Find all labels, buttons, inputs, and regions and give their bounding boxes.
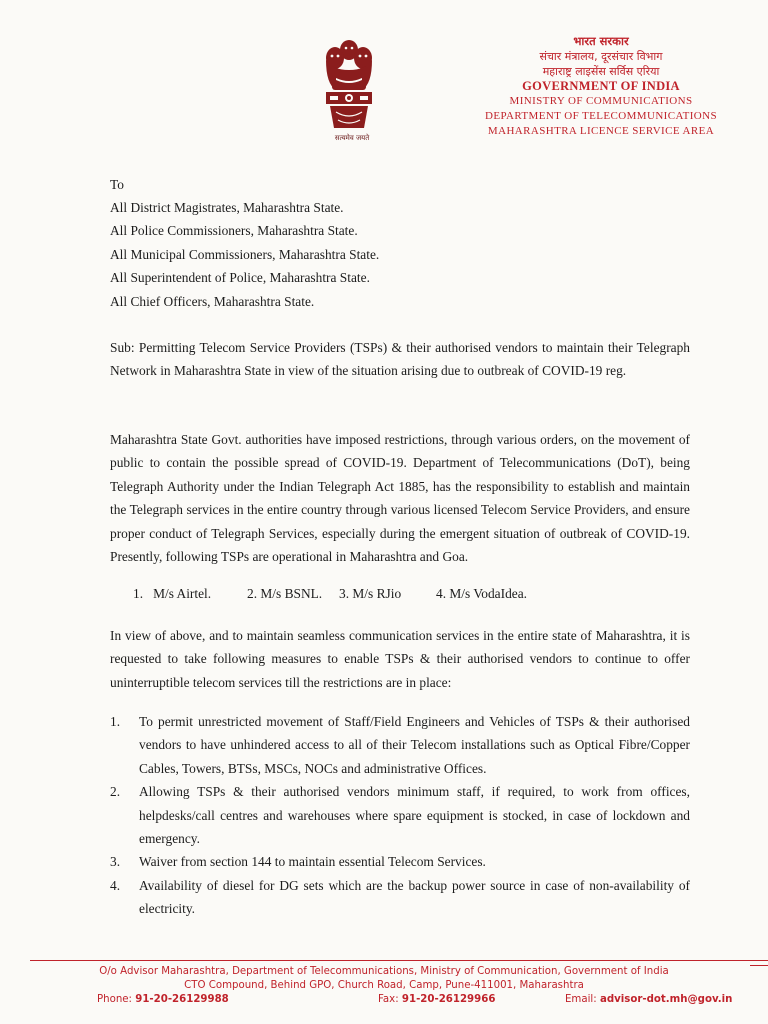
addressee-list bbox=[110, 196, 379, 313]
tsp-list bbox=[133, 582, 527, 605]
list-item-text: Availability of diesel for DG sets which are the backup power source in case of non-availability of electricity. bbox=[139, 877, 690, 917]
body-paragraph-1: Maharashtra State Govt. authorities have imposed restrictions, through various orders, on the movement of public to contain the possible spread of COVID-19. Department of Telecommunications (DoT), being Telegraph Authority under the Indian Telegraph Act 1885, has the responsibility to establish and maintain the Telegraph services in the entire country through various licensed Telecom Service Providers, and ensure proper conduct of Telegraph Services, especially during the emergent situation of outbreak of COVID-19. Presently, following TSPs are operational in Maharashtra and Goa. bbox=[110, 432, 690, 565]
tsp-item: 4. M/s VodaIdea. bbox=[436, 586, 527, 601]
body-paragraph-2: In view of above, and to maintain seamless communication services in the entire state of Maharashtra, it is requested to take following measures to enable TSPs & their authorised vendors to continue to offer uninterruptible telecom services till the restrictions are in place: bbox=[110, 628, 690, 690]
fax-number: 91-20-26129966 bbox=[401, 994, 496, 1005]
list-item-text: Allowing TSPs & their authorised vendors minimum staff, if required, to work from offices, helpdesks/call centres and warehouses where spare equipment is stocked, in case of lockdown and emergency. bbox=[139, 784, 690, 847]
footer-office: O/o Advisor Maharashtra, Department of Telecommunications, Ministry of Communication, Government of India bbox=[99, 966, 669, 977]
phone-label: Phone: bbox=[97, 994, 132, 1005]
tsp-item: 1. M/s Airtel. bbox=[133, 586, 212, 601]
addressee-line: All Police Commissioners, Maharashtra State. bbox=[110, 223, 358, 239]
addressee-line: All Chief Officers, Maharashtra State. bbox=[110, 293, 315, 309]
tsp-item: 2. M/s BSNL. bbox=[247, 586, 323, 601]
list-item-text: To permit unrestricted movement of Staff/Field Engineers and Vehicles of TSPs & their authorised vendors to have unhindered access to all of their Telecom installations such as Optical Fibre/Copper Cables, Towers, BTSs, MSCs, NOCs and administrative Offices. bbox=[139, 714, 690, 776]
letterhead-department: DEPARTMENT OF TELECOMMUNICATIONS bbox=[485, 110, 717, 122]
salutation-to: To bbox=[110, 177, 124, 192]
footer-address: CTO Compound, Behind GPO, Church Road, Camp, Pune-411001, Maharashtra bbox=[184, 980, 584, 991]
email-address[interactable]: advisor-dot.mh@gov.in bbox=[599, 994, 733, 1005]
list-item-number: 4. bbox=[110, 877, 121, 893]
list-item-text: Waiver from section 144 to maintain essential Telecom Services. bbox=[139, 854, 486, 870]
fax-label: Fax: bbox=[378, 994, 399, 1005]
tsp-item: 3. M/s RJio bbox=[339, 586, 402, 601]
addressee-line: All District Magistrates, Maharashtra State. bbox=[110, 200, 344, 215]
list-item-number: 3. bbox=[110, 854, 121, 870]
letterhead bbox=[470, 34, 732, 139]
footer-phone bbox=[97, 994, 229, 1005]
footer-divider bbox=[30, 960, 768, 961]
measures-list bbox=[110, 710, 690, 921]
phone-number: 91-20-26129988 bbox=[135, 994, 229, 1005]
letterhead-area: MAHARASHTRA LICENCE SERVICE AREA bbox=[487, 125, 715, 137]
list-item bbox=[110, 874, 690, 921]
footer-email bbox=[565, 994, 732, 1005]
letterhead-ministry: MINISTRY OF COMMUNICATIONS bbox=[509, 95, 693, 107]
list-item bbox=[110, 710, 690, 780]
letterhead-hindi-ministry: संचार मंत्रालय, दूरसंचार विभाग bbox=[539, 50, 663, 63]
addressee-line: All Municipal Commissioners, Maharashtra State. bbox=[110, 246, 380, 262]
footer-fax bbox=[378, 994, 495, 1005]
list-item bbox=[110, 850, 690, 873]
emblem-motto: सत्यमेव जयते bbox=[334, 134, 370, 142]
letterhead-hindi-area: महाराष्ट्र लाइसेंस सर्विस एरिया bbox=[542, 65, 660, 78]
letterhead-govt: GOVERNMENT OF INDIA bbox=[522, 79, 680, 93]
addressee-line: All Superintendent of Police, Maharashtra State. bbox=[110, 270, 370, 286]
subject-line: Sub: Permitting Telecom Service Providers (TSPs) & their authorised vendors to maintain their Telegraph Network in Maharashtra State in view of the situation arising due to outbreak of COVID-19 reg. bbox=[110, 340, 690, 379]
list-item bbox=[110, 780, 690, 850]
list-item-number: 2. bbox=[110, 784, 121, 800]
list-item-number: 1. bbox=[110, 714, 121, 729]
email-label: Email: bbox=[565, 994, 597, 1005]
letterhead-hindi-govt: भारत सरकार bbox=[573, 34, 629, 48]
national-emblem-icon bbox=[318, 36, 380, 148]
